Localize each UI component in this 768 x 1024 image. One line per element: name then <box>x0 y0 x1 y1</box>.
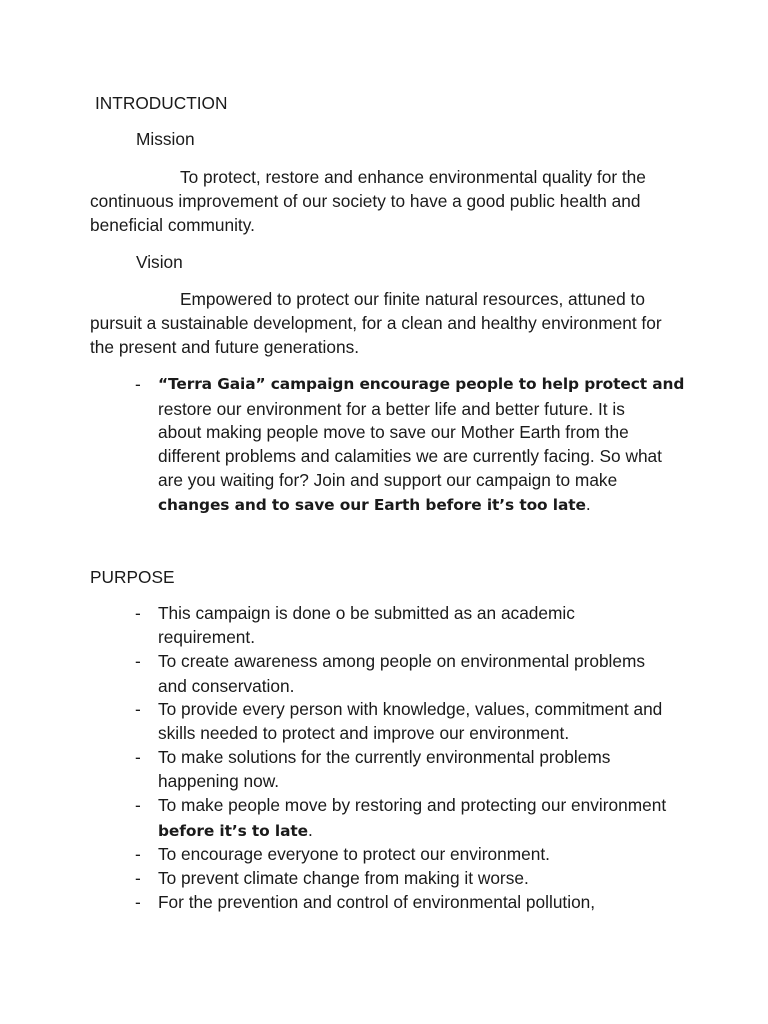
purpose-item-3-line-1: To provide every person with knowledge, values, commitment and <box>158 699 663 719</box>
purpose-bullet-5: - <box>135 795 141 815</box>
purpose-item-5-line-1: To make people move by restoring and protecting our environment <box>158 795 667 815</box>
campaign-bullet: - <box>135 374 141 394</box>
purpose-item-8: For the prevention and control of environmental pollution, <box>158 892 596 912</box>
vision-text-line-1: Empowered to protect our finite natural resources, attuned to <box>180 289 645 309</box>
vision-text-line-2: pursuit a sustainable development, for a clean and healthy environment for <box>90 313 662 333</box>
campaign-line-6-bold: changes and to save our Earth before it’s too late <box>158 496 586 514</box>
mission-text-line-3: beneficial community. <box>90 215 255 235</box>
purpose-item-4-line-2: happening now. <box>158 771 280 791</box>
mission-label: Mission <box>136 129 195 149</box>
campaign-line-1: “Terra Gaia” campaign encourage people to help protect and <box>158 375 685 393</box>
purpose-item-5-line-2-tail: . <box>307 820 313 840</box>
purpose-item-3-line-2: skills needed to protect and improve our environment. <box>158 723 570 743</box>
campaign-line-2: restore our environment for a better life and better future. It is <box>158 399 625 419</box>
vision-label: Vision <box>136 252 183 272</box>
purpose-bullet-1: - <box>135 603 141 623</box>
purpose-item-5-line-2-bold: before it’s to late <box>158 822 308 840</box>
mission-text-line-1: To protect, restore and enhance environmental quality for the <box>180 167 646 187</box>
purpose-bullet-4: - <box>135 747 141 767</box>
purpose-item-5-line-2 <box>158 818 313 843</box>
purpose-bullet-8: - <box>135 892 141 912</box>
vision-text-line-3: the present and future generations. <box>90 337 360 357</box>
purpose-item-7: To prevent climate change from making it worse. <box>158 868 529 888</box>
purpose-item-2-line-1: To create awareness among people on environmental problems <box>158 651 646 671</box>
purpose-bullet-3: - <box>135 699 141 719</box>
introduction-heading: INTRODUCTION <box>95 93 228 113</box>
purpose-item-6: To encourage everyone to protect our environment. <box>158 844 550 864</box>
purpose-bullet-7: - <box>135 868 141 888</box>
purpose-bullet-6: - <box>135 844 141 864</box>
purpose-heading: PURPOSE <box>90 567 175 587</box>
mission-text-line-2: continuous improvement of our society to have a good public health and <box>90 191 641 211</box>
campaign-line-5: are you waiting for? Join and support our campaign to make <box>158 470 618 490</box>
campaign-line-3: about making people move to save our Mother Earth from the <box>158 422 629 442</box>
purpose-item-1-line-1: This campaign is done o be submitted as an academic <box>158 603 575 623</box>
campaign-line-6-tail: . <box>585 494 591 514</box>
campaign-line-6 <box>158 492 591 517</box>
purpose-bullet-2: - <box>135 651 141 671</box>
purpose-item-2-line-2: and conservation. <box>158 676 295 696</box>
campaign-line-4: different problems and calamities we are currently facing. So what <box>158 446 662 466</box>
purpose-item-1-line-2: requirement. <box>158 627 256 647</box>
purpose-item-4-line-1: To make solutions for the currently environmental problems <box>158 747 611 767</box>
